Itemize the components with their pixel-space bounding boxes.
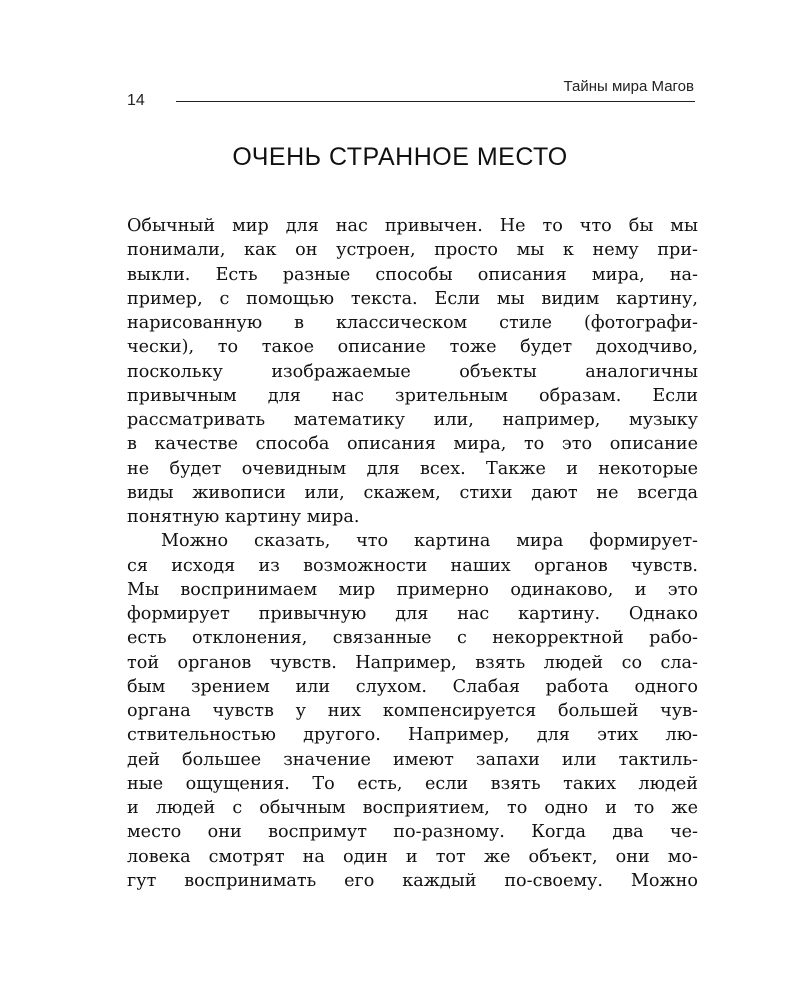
text-line: формирует привычную для нас картину. Однако [127, 604, 698, 624]
text-line: пример, с помощью текста. Если мы видим картину, [127, 288, 698, 309]
text-line: той органов чувств. Например, взять людей со сла- [127, 652, 698, 673]
text-line: в качестве способа описания мира, то это описание [127, 434, 698, 455]
header-rule [176, 101, 695, 102]
text-line: есть отклонения, связанные с некорректной рабо- [127, 628, 698, 649]
text-line: поскольку изображаемые объекты аналогичны [127, 361, 698, 382]
body-text [127, 214, 698, 893]
page-number: 14 [127, 92, 145, 109]
text-line: понятную картину мира. [127, 507, 360, 527]
text-line: дей большее значение имеют запахи или тактиль- [127, 749, 698, 770]
text-line: гут воспринимать его каждый по-своему. Можно [127, 870, 698, 891]
text-line: ствительностью другого. Например, для этих лю- [127, 725, 698, 746]
text-line: понимали, как он устроен, просто мы к нему при- [127, 240, 698, 261]
text-line: органа чувств у них компенсируется большей чув- [127, 701, 698, 721]
text-line: рассматривать математику или, например, музыку [127, 410, 698, 430]
text-line: Мы воспринимаем мир примерно одинаково, и это [127, 579, 698, 600]
text-line: бым зрением или слухом. Слабая работа одного [127, 676, 698, 697]
text-line: выкли. Есть разные способы описания мира, на- [127, 264, 698, 285]
running-head [0, 0, 800, 120]
book-title: Тайны мира Магов [563, 78, 694, 95]
text-line: ловека смотрят на один и тот же объект, они мо- [127, 846, 698, 867]
text-line: не будет очевидным для всех. Также и некоторые [127, 458, 698, 479]
text-line: Обычный мир для нас привычен. Не то что бы мы [127, 216, 698, 236]
text-line: и людей с обычным восприятием, то одно и то же [127, 798, 698, 818]
text-line: нарисованную в классическом стиле (фотографи- [127, 313, 698, 333]
text-line: виды живописи или, скажем, стихи дают не всегда [127, 482, 698, 503]
text-line: привычным для нас зрительным образам. Если [127, 385, 698, 406]
text-line: ные ощущения. То есть, если взять таких людей [127, 773, 698, 794]
text-line: чески), то такое описание тоже будет доходчиво, [127, 337, 698, 358]
text-line: Можно сказать, что картина мира формирует- [161, 531, 698, 552]
text-line: место они воспримут по-разному. Когда два че- [127, 822, 698, 843]
chapter-title: ОЧЕНЬ СТРАННОЕ МЕСТО [232, 143, 568, 171]
text-line: ся исходя из возможности наших органов чувств. [127, 555, 698, 576]
